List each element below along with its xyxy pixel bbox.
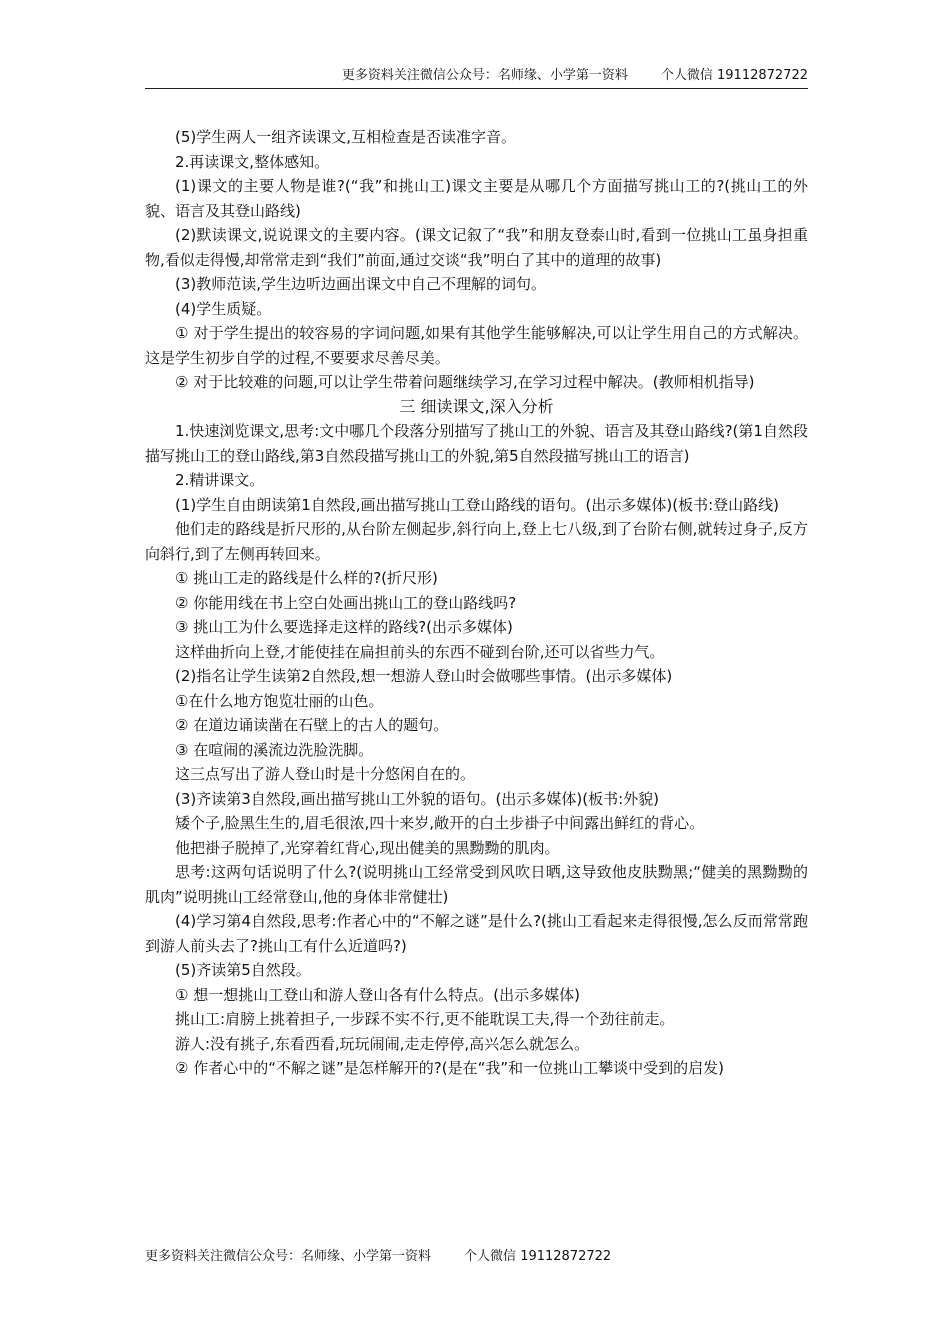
page-header: 更多资料关注微信公众号：名师缘、小学第一资料 个人微信 19112872722 [145,66,808,89]
paragraph: 1.快速浏览课文,思考:文中哪几个段落分别描写了挑山工的外貌、语言及其登山路线?(第1自然段描写挑山工的登山路线,第3自然段描写挑山工的外貌,第5自然段描写挑山工的语言) [145,422,808,465]
paragraph: 挑山工:肩膀上挑着担子,一步踩不实不行,更不能耽误工夫,得一个劲往前走。 [175,1010,675,1028]
page-footer: 更多资料关注微信公众号：名师缘、小学第一资料 个人微信 19112872722 [145,1249,612,1264]
paragraph: ① 想一想挑山工登山和游人登山各有什么特点。(出示多媒体) [175,985,580,1004]
paragraph: (1)学生自由朗读第1自然段,画出描写挑山工登山路线的语句。(出示多媒体)(板书:登山路线) [175,495,780,514]
paragraph: (2)默读课文,说说课文的主要内容。(课文记叙了“我”和朋友登泰山时,看到一位挑山工虽身担重物,看似走得慢,却常常走到“我们”前面,通过交谈“我”明白了其中的道理的故事) [145,226,808,269]
paragraph: (1)课文的主要人物是谁?(“我”和挑山工)课文主要是从哪几个方面描写挑山工的?(挑山工的外貌、语言及其登山路线) [145,177,808,220]
paragraph: 游人:没有挑子,东看西看,玩玩闹闹,走走停停,高兴怎么就怎么。 [175,1034,590,1053]
paragraph: (4)学习第4自然段,思考:作者心中的“不解之谜”是什么?(挑山工看起来走得很慢,怎么反而常常跑到游人前头去了?挑山工有什么近道吗?) [145,912,808,955]
paragraph: ① 对于学生提出的较容易的字词问题,如果有其他学生能够解决,可以让学生用自己的方式解决。这是学生初步自学的过程,不要要求尽善尽美。 [145,324,808,367]
paragraph: 2.精讲课文。 [175,471,265,489]
paragraph: ② 在道边诵读凿在石壁上的古人的题句。 [175,716,449,734]
paragraph: (2)指名让学生读第2自然段,想一想游人登山时会做哪些事情。(出示多媒体) [175,667,673,685]
paragraph: 这三点写出了游人登山时是十分悠闲自在的。 [175,765,476,783]
paragraph: ② 作者心中的“不解之谜”是怎样解开的?(是在“我”和一位挑山工攀谈中受到的启发) [175,1059,724,1077]
paragraph: 思考:这两句话说明了什么?(说明挑山工经常受到风吹日晒,这导致他皮肤黝黑;“健美的黑黝黝的肌肉”说明挑山工经常登山,他的身体非常健壮) [145,863,808,906]
paragraph: 他把褂子脱掉了,光穿着红背心,现出健美的黑黝黝的肌肉。 [175,838,560,857]
paragraph: ③ 在喧闹的溪流边洗脸洗脚。 [175,740,374,759]
paragraph: (4)学生质疑。 [175,299,272,318]
document-body [145,125,808,1081]
paragraph: 这样曲折向上登,才能使挂在扁担前头的东西不碰到台阶,还可以省些力气。 [175,642,665,661]
paragraph: (3)教师范读,学生边听边画出课文中自己不理解的词句。 [175,275,547,293]
paragraph: (5)学生两人一组齐读课文,互相检查是否读准字音。 [175,128,517,146]
paragraph: (3)齐读第3自然段,画出描写挑山工外貌的语句。(出示多媒体)(板书:外貌) [175,789,660,808]
paragraph: ② 对于比较难的问题,可以让学生带着问题继续学习,在学习过程中解决。(教师相机指导) [175,373,755,391]
paragraph: ③ 挑山工为什么要选择走这样的路线?(出示多媒体) [175,618,513,636]
paragraph: ② 你能用线在书上空白处画出挑山工的登山路线吗? [175,593,517,612]
paragraph: 2.再读课文,整体感知。 [175,152,330,171]
paragraph: 他们走的路线是折尺形的,从台阶左侧起步,斜行向上,登上七八级,到了台阶右侧,就转过身子,反方向斜行,到了左侧再转回来。 [145,520,808,563]
section-heading: 三 细读课文,深入分析 [399,396,554,416]
paragraph: 矮个子,脸黑生生的,眉毛很浓,四十来岁,敞开的白土步褂子中间露出鲜红的背心。 [175,814,705,832]
paragraph: (5)齐读第5自然段。 [175,961,311,979]
paragraph: ①在什么地方饱览壮丽的山色。 [175,691,384,710]
paragraph: ① 挑山工走的路线是什么样的?(折尺形) [175,569,438,587]
